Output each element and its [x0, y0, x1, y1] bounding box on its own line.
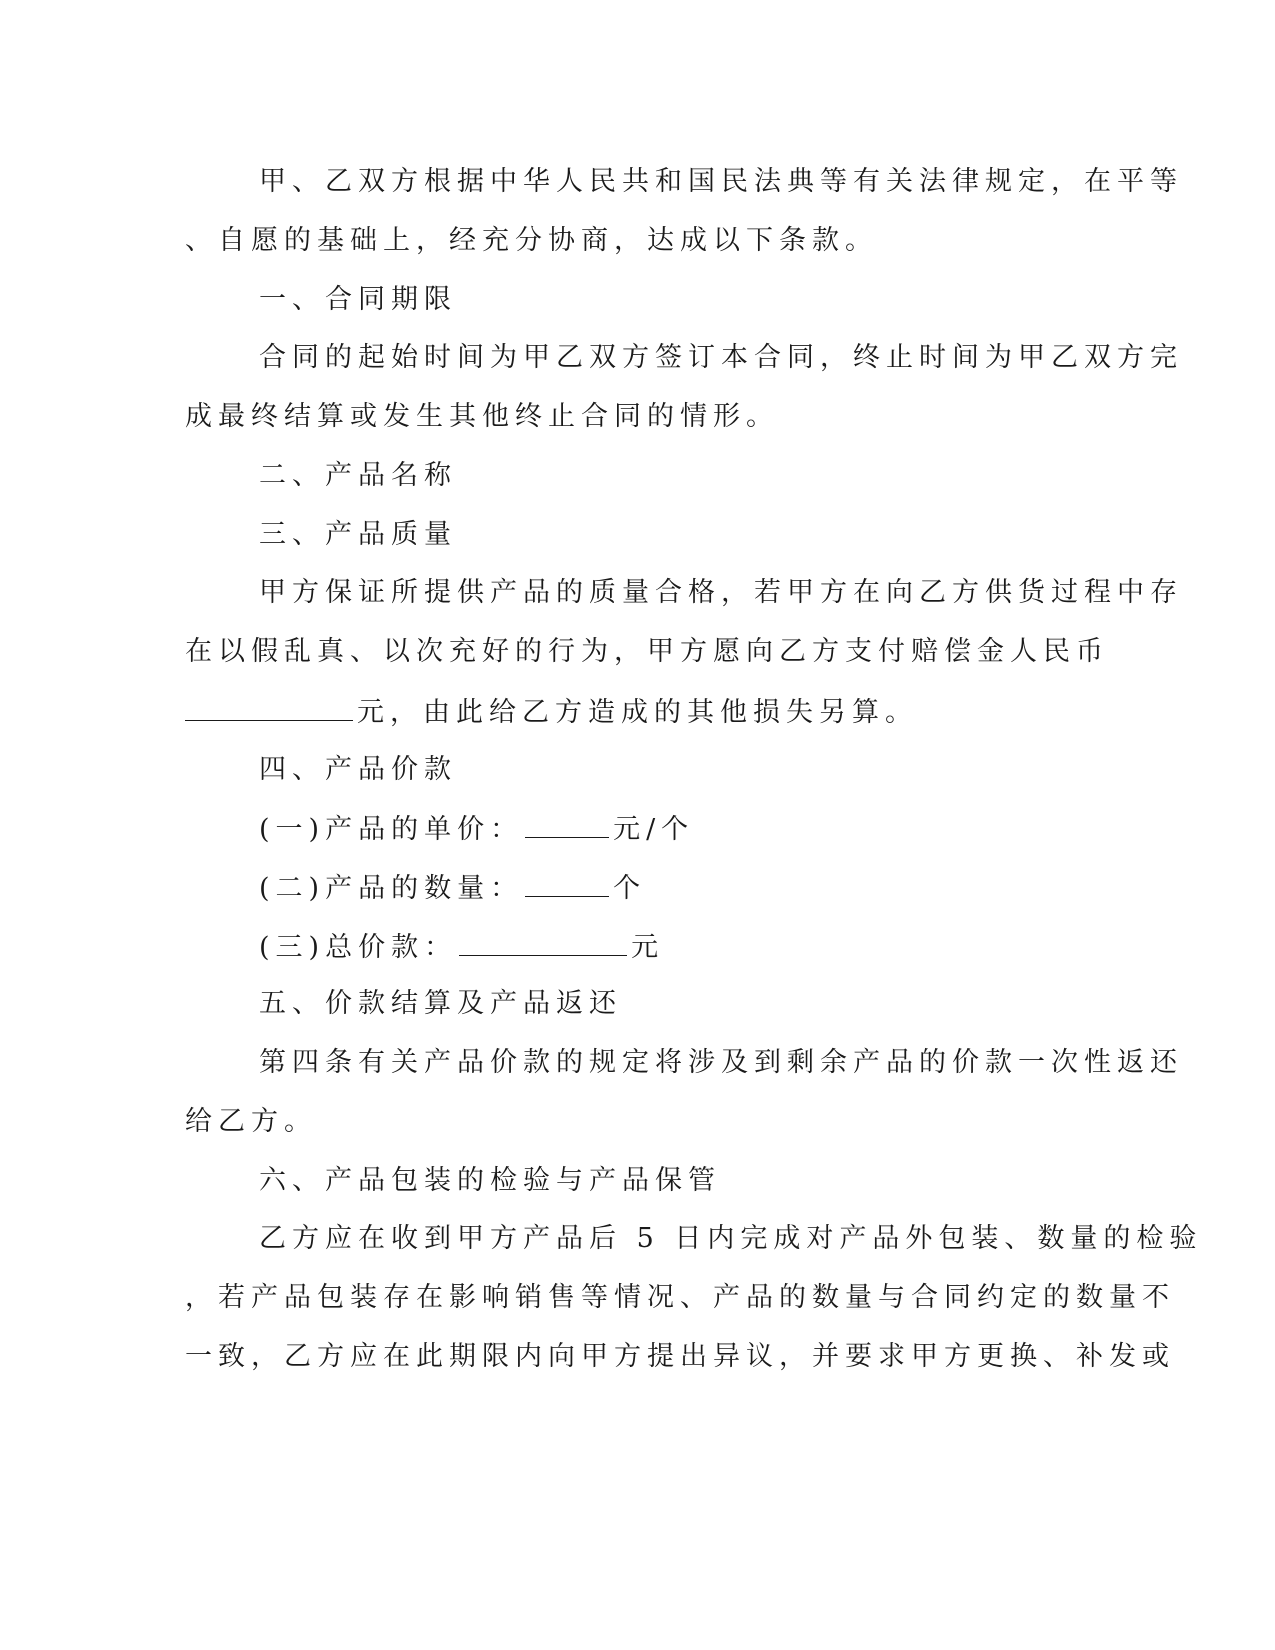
section-5-heading: 五、价款结算及产品返还 [259, 988, 622, 1019]
quantity-label: (二)产品的数量： [259, 873, 524, 904]
section-6-heading: 六、产品包装的检验与产品保管 [259, 1165, 721, 1196]
section-1-line-2: 成最终结算或发生其他终止合同的情形。 [185, 401, 779, 432]
unit-price-label: (一)产品的单价： [259, 814, 524, 845]
intro-line-2: 、自愿的基础上，经充分协商，达成以下条款。 [185, 225, 878, 256]
section-1-heading: 一、合同期限 [259, 284, 457, 315]
section-3-line-3-text: 元，由此给乙方造成的其他损失另算。 [357, 697, 918, 728]
total-price-blank [459, 929, 627, 956]
quantity-blank [525, 870, 609, 897]
total-price-line [259, 929, 1159, 965]
section-3-heading: 三、产品质量 [259, 519, 457, 550]
quantity-unit: 个 [613, 873, 647, 904]
total-price-unit: 元 [631, 932, 665, 963]
section-3-line-1: 甲方保证所提供产品的质量合格，若甲方在向乙方供货过程中存 [259, 577, 1183, 608]
section-3-line-2: 在以假乱真、以次充好的行为，甲方愿向乙方支付赔偿金人民币 [185, 636, 1109, 667]
quantity-line [259, 870, 1159, 906]
section-5-line-2: 给乙方。 [185, 1106, 317, 1137]
section-4-heading: 四、产品价款 [259, 754, 457, 785]
unit-price-unit: 元/个 [613, 814, 695, 845]
section-3-line-3 [185, 694, 1085, 730]
intro-line-1: 甲、乙双方根据中华人民共和国民法典等有关法律规定，在平等 [259, 166, 1183, 197]
unit-price-blank [525, 811, 609, 838]
section-6-line-1: 乙方应在收到甲方产品后 5 日内完成对产品外包装、数量的检验 [259, 1223, 1203, 1254]
section-6-line-2: ，若产品包装存在影响销售等情况、产品的数量与合同约定的数量不 [185, 1282, 1175, 1313]
section-1-line-1: 合同的起始时间为甲乙双方签订本合同，终止时间为甲乙双方完 [259, 342, 1183, 373]
section-2-heading: 二、产品名称 [259, 460, 457, 491]
unit-price-line [259, 811, 1159, 847]
compensation-amount-blank [185, 694, 353, 721]
section-6-line-3: 一致，乙方应在此期限内向甲方提出异议，并要求甲方更换、补发或 [185, 1341, 1175, 1372]
total-price-label: (三)总价款： [259, 932, 458, 963]
section-5-line-1: 第四条有关产品价款的规定将涉及到剩余产品的价款一次性返还 [259, 1047, 1183, 1078]
